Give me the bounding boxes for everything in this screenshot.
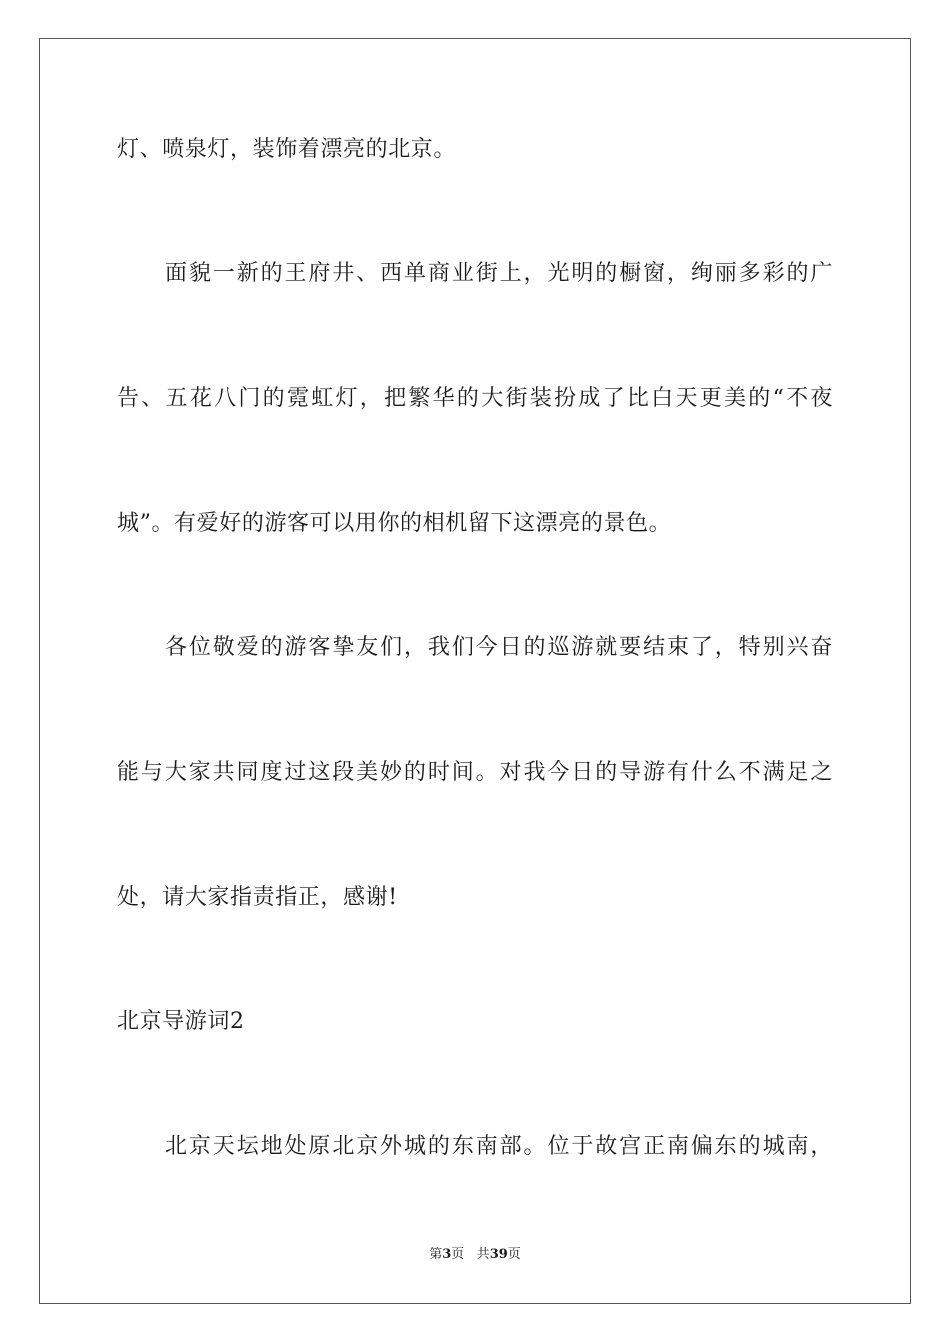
total-prefix: 共 bbox=[476, 1247, 490, 1262]
paragraph-line: 各位敬爱的游客挚友们，我们今日的巡游就要结束了，特别兴奋 bbox=[165, 635, 833, 660]
page-suffix: 页 bbox=[451, 1247, 465, 1262]
paragraph-line: 城”。有爱好的游客可以用你的相机留下这漂亮的景色。 bbox=[117, 511, 672, 536]
page-prefix: 第 bbox=[429, 1247, 443, 1262]
page-current: 3 bbox=[442, 1247, 452, 1262]
paragraph-line: 面貌一新的王府井、西单商业街上，光明的橱窗，绚丽多彩的广 bbox=[165, 261, 833, 286]
paragraph-line: 北京天坛地处原北京外城的东南部。位于故宫正南偏东的城南， bbox=[165, 1134, 833, 1159]
total-suffix: 页 bbox=[507, 1247, 521, 1262]
paragraph-line: 灯、喷泉灯，装饰着漂亮的北京。 bbox=[117, 137, 457, 162]
paragraph-line: 能与大家共同度过这段美妙的时间。对我今日的导游有什么不满足之 bbox=[117, 760, 833, 785]
page-footer bbox=[0, 1246, 950, 1264]
paragraph-line: 处，请大家指责指正，感谢! bbox=[117, 885, 398, 910]
page-frame bbox=[39, 38, 911, 1304]
section-heading: 北京导游词2 bbox=[117, 1009, 245, 1034]
paragraph-line: 告、五花八门的霓虹灯，把繁华的大街装扮成了比白天更美的“不夜 bbox=[117, 386, 833, 411]
page-total: 39 bbox=[489, 1247, 508, 1262]
